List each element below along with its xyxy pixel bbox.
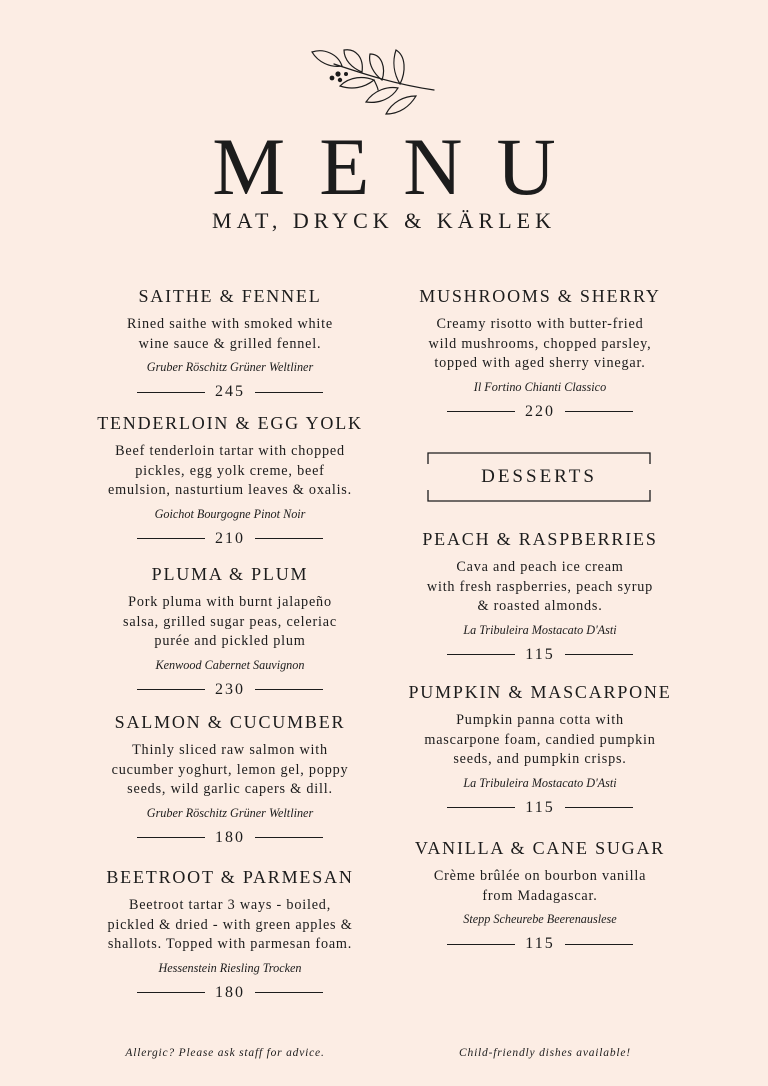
- menu-item: [80, 413, 380, 548]
- child-friendly-note: Child-friendly dishes available!: [459, 1047, 631, 1059]
- menu-item: [80, 867, 380, 1002]
- divider: [565, 654, 633, 655]
- price: 210: [215, 529, 245, 547]
- dish-description: Beef tenderloin tartar with chopped pickles, egg yolk creme, beef emulsion, nasturtium leaves & oxalis.: [108, 443, 352, 498]
- dish-description: Cava and peach ice cream with fresh raspberries, peach syrup & roasted almonds.: [426, 559, 654, 614]
- dish-name: PLUMA & PLUM: [151, 564, 309, 584]
- divider: [255, 992, 323, 993]
- dish-description: Pork pluma with burnt jalapeño salsa, grilled sugar peas, celeriac purée and pickled plum: [123, 594, 337, 649]
- price: 180: [215, 828, 245, 846]
- menu-item: [80, 564, 380, 699]
- divider: [447, 807, 515, 808]
- wine-pairing: Goichot Bourgogne Pinot Noir: [154, 506, 306, 521]
- divider: [565, 411, 633, 412]
- divider: [447, 944, 515, 945]
- dish-name: BEETROOT & PARMESAN: [106, 867, 354, 887]
- menu-item: [80, 712, 380, 847]
- price: 220: [525, 402, 555, 420]
- wine-pairing: Gruber Röschitz Grüner Weltliner: [146, 805, 314, 820]
- price-row: [80, 383, 380, 401]
- divider: [137, 689, 205, 690]
- divider: [447, 411, 515, 412]
- divider: [255, 837, 323, 838]
- wine-pairing: Stepp Scheurebe Beerenauslese: [463, 912, 617, 926]
- wine-pairing: Hessenstein Riesling Trocken: [158, 960, 302, 975]
- dish-description: Crème brûlée on bourbon vanilla from Madagascar.: [433, 868, 647, 904]
- wine-pairing: La Tribuleira Mostacato D'Asti: [463, 775, 617, 790]
- divider: [137, 837, 205, 838]
- leaf-sprig-icon: [304, 44, 440, 124]
- divider: [447, 654, 515, 655]
- divider: [565, 944, 633, 945]
- price-row: [80, 530, 380, 548]
- dish-name: MUSHROOMS & SHERRY: [419, 286, 661, 306]
- price: 115: [525, 935, 555, 952]
- dish-name: PUMPKIN & MASCARPONE: [408, 682, 672, 702]
- divider: [255, 538, 323, 539]
- dish-name: SAITHE & FENNEL: [138, 286, 322, 306]
- dish-name: SALMON & CUCUMBER: [114, 712, 346, 732]
- price-row: [390, 403, 690, 421]
- price: 180: [215, 983, 245, 1001]
- divider: [255, 392, 323, 393]
- menu-item: [390, 838, 690, 953]
- price: 115: [525, 645, 555, 663]
- dish-description: Creamy risotto with butter-fried wild mushrooms, chopped parsley, topped with aged sherry vinegar.: [428, 316, 652, 371]
- price: 230: [215, 680, 245, 698]
- divider: [255, 689, 323, 690]
- price: 245: [215, 383, 245, 400]
- divider: [137, 538, 205, 539]
- price: 115: [525, 798, 555, 816]
- wine-pairing: Gruber Röschitz Grüner Weltliner: [146, 360, 314, 374]
- price-row: [390, 646, 690, 664]
- dish-name: PEACH & RASPBERRIES: [422, 529, 658, 549]
- price-row: [80, 681, 380, 699]
- allergy-note: Allergic? Please ask staff for advice.: [125, 1047, 325, 1059]
- wine-pairing: Il Fortino Chianti Classico: [473, 379, 607, 394]
- price-row: [390, 799, 690, 817]
- price-row: [80, 984, 380, 1002]
- desserts-heading: DESSERTS: [481, 466, 597, 487]
- dish-name: TENDERLOIN & EGG YOLK: [97, 413, 363, 433]
- menu-item: [390, 682, 690, 817]
- divider: [137, 392, 205, 393]
- dish-name: VANILLA & CANE SUGAR: [414, 838, 666, 858]
- dish-description: Thinly sliced raw salmon with cucumber yoghurt, lemon gel, poppy seeds, wild garlic capers & dill.: [111, 742, 349, 797]
- wine-pairing: Kenwood Cabernet Sauvignon: [155, 657, 305, 672]
- menu-title: MENU: [212, 121, 590, 212]
- dish-description: Rined saithe with smoked white wine sauce & grilled fennel.: [126, 316, 334, 352]
- menu-item: [390, 529, 690, 664]
- price-row: [390, 935, 690, 953]
- dish-description: Beetroot tartar 3 ways - boiled, pickled & dried - with green apples & shallots. Topped with parmesan foam.: [107, 897, 353, 952]
- menu-item: [80, 286, 380, 401]
- wine-pairing: La Tribuleira Mostacato D'Asti: [463, 622, 617, 637]
- divider: [565, 807, 633, 808]
- divider: [137, 992, 205, 993]
- price-row: [80, 829, 380, 847]
- dish-description: Pumpkin panna cotta with mascarpone foam, candied pumpkin seeds, and pumpkin crisps.: [424, 712, 656, 767]
- menu-subtitle: MAT, DRYCK & KÄRLEK: [212, 208, 556, 233]
- menu-item: [390, 286, 690, 421]
